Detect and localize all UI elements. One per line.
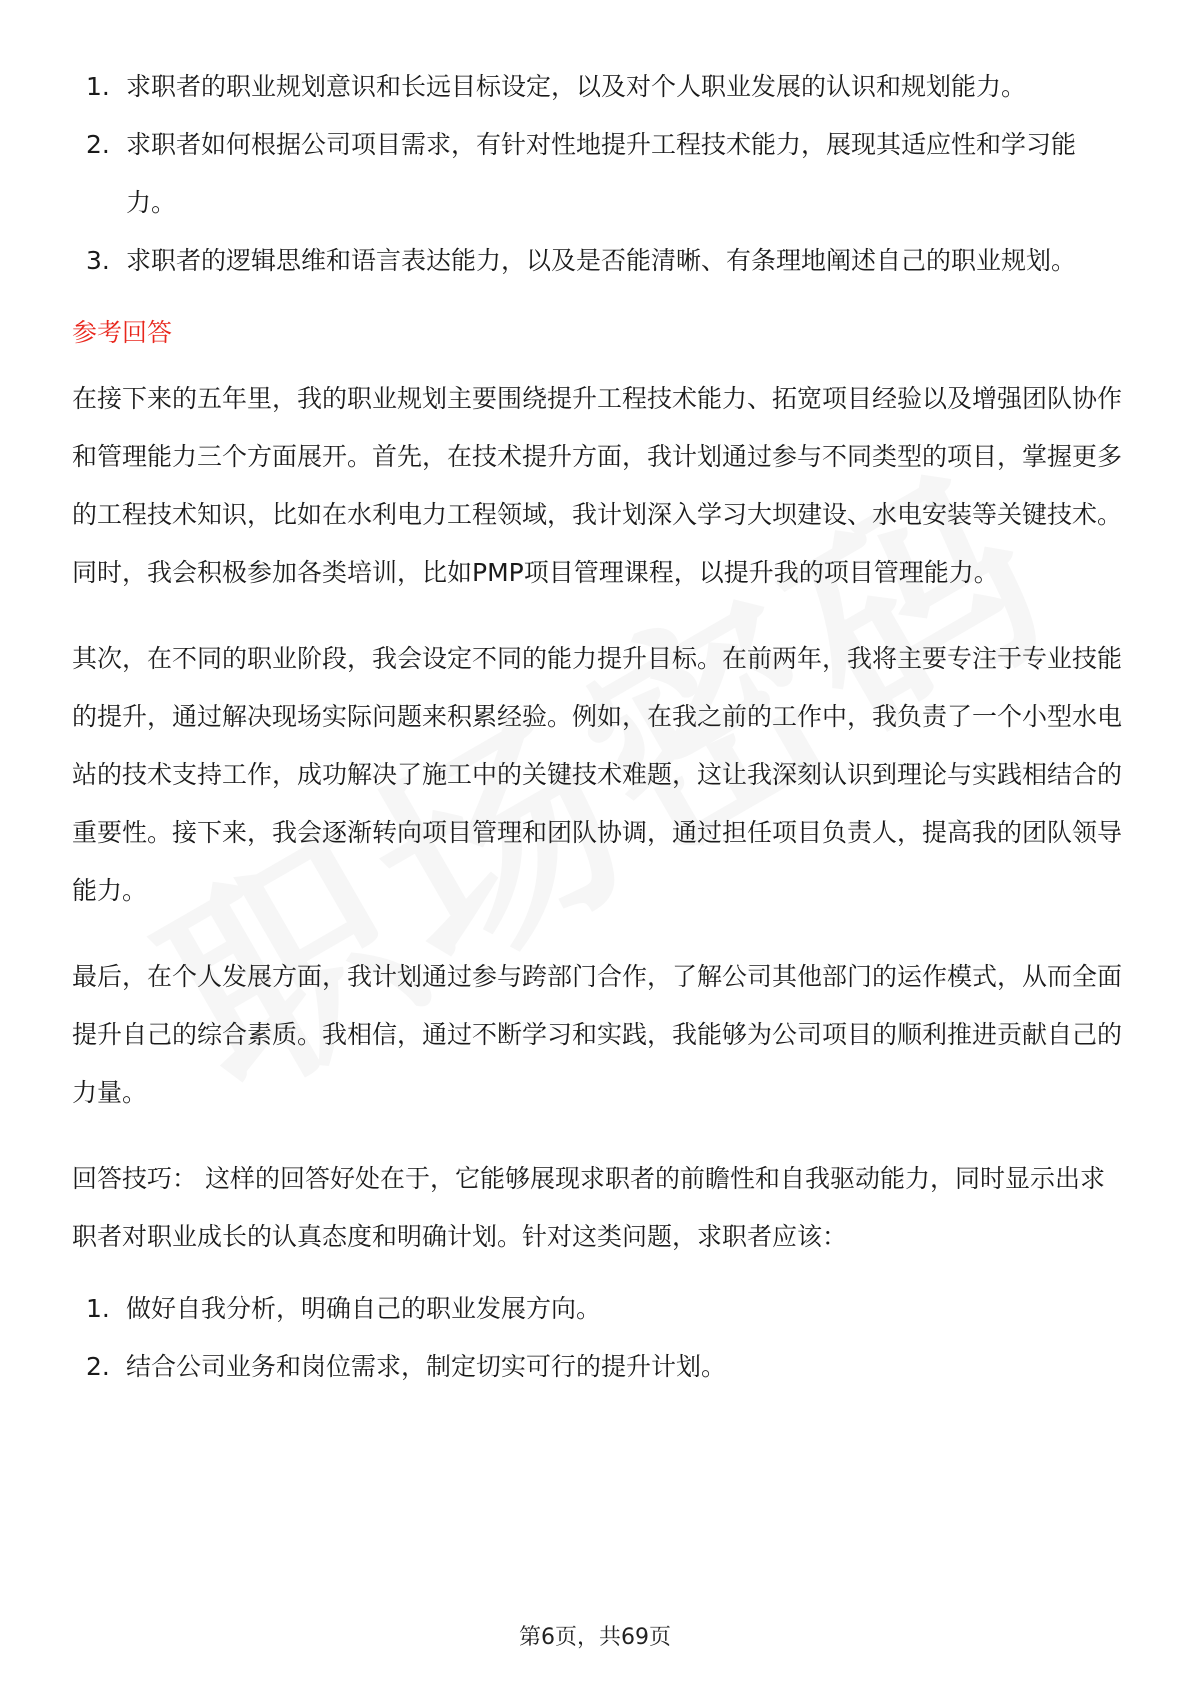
document-page <box>72 58 1122 1396</box>
evaluation-points-list <box>72 58 1122 290</box>
list-item-number: 2. <box>86 1352 110 1381</box>
list-item-number: 1. <box>86 1294 110 1323</box>
list-item-text: 求职者如何根据公司项目需求，有针对性地提升工程技术能力，展现其适应性和学习能力。 <box>126 130 1077 217</box>
advice-list <box>72 1280 1122 1396</box>
list-item-text: 结合公司业务和岗位需求，制定切实可行的提升计划。 <box>126 1352 727 1381</box>
list-item <box>72 1280 1122 1338</box>
list-item-text: 求职者的职业规划意识和长远目标设定，以及对个人职业发展的认识和规划能力。 <box>126 72 1027 101</box>
list-item-text: 求职者的逻辑思维和语言表达能力，以及是否能清晰、有条理地阐述自己的职业规划。 <box>126 246 1077 275</box>
answer-paragraph: 在接下来的五年里，我的职业规划主要围绕提升工程技术能力、拓宽项目经验以及增强团队协作和管理能力三个方面展开。首先，在技术提升方面，我计划通过参与不同类型的项目，掌握更多的工程技术知识，比如在水利电力工程领域，我计划深入学习大坝建设、水电安装等关键技术。同时，我会积极参加各类培训，比如PMP项目管理课程，以提升我的项目管理能力。 <box>72 384 1123 587</box>
list-item-number: 1. <box>86 72 110 101</box>
section-title: 参考回答 <box>72 318 173 347</box>
answer-paragraph: 最后，在个人发展方面，我计划通过参与跨部门合作，了解公司其他部门的运作模式，从而全面提升自己的综合素质。我相信，通过不断学习和实践，我能够为公司项目的顺利推进贡献自己的力量。 <box>72 962 1123 1107</box>
answer-paragraph: 其次，在不同的职业阶段，我会设定不同的能力提升目标。在前两年，我将主要专注于专业技能的提升，通过解决现场实际问题来积累经验。例如，在我之前的工作中，我负责了一个小型水电站的技术支持工作，成功解决了施工中的关键技术难题，这让我深刻认识到理论与实践相结合的重要性。接下来，我会逐渐转向项目管理和团队协调，通过担任项目负责人，提高我的团队领导能力。 <box>72 644 1123 905</box>
list-item <box>72 1338 1122 1396</box>
page-number-footer: 第6页，共69页 <box>519 1625 671 1650</box>
list-item-text: 做好自我分析，明确自己的职业发展方向。 <box>126 1294 602 1323</box>
answer-tips: 回答技巧： 这样的回答好处在于，它能够展现求职者的前瞻性和自我驱动能力，同时显示出求职者对职业成长的认真态度和明确计划。针对这类问题，求职者应该： <box>72 1164 1105 1251</box>
list-item-number: 2. <box>86 130 110 159</box>
list-item-number: 3. <box>86 246 110 275</box>
list-item <box>72 116 1122 232</box>
list-item <box>72 58 1122 116</box>
list-item <box>72 232 1122 290</box>
